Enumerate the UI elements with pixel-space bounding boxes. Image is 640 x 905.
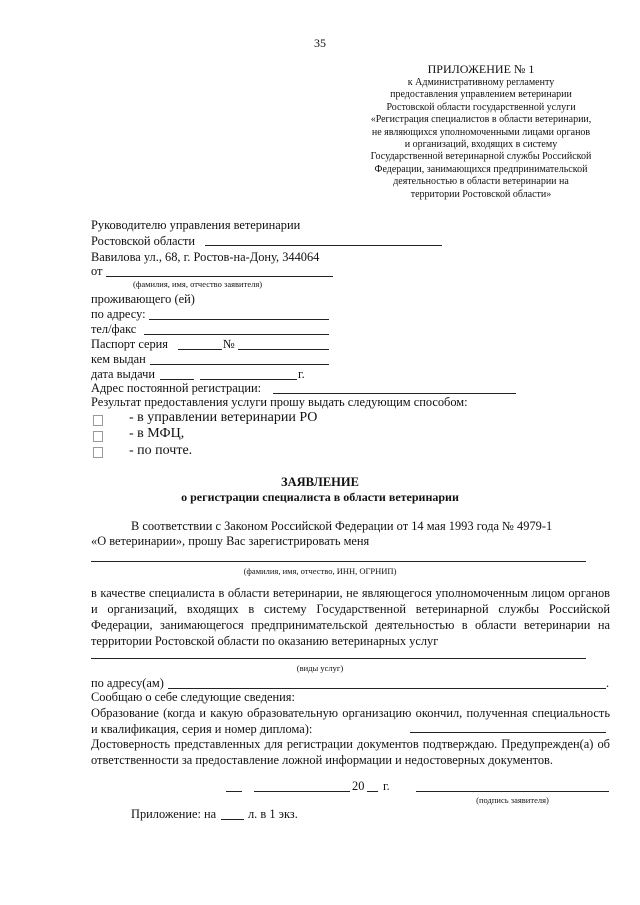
option-post-label: - по почте. <box>129 443 193 458</box>
address-label: по адресу: <box>91 307 146 321</box>
passport-number-field[interactable] <box>238 349 329 350</box>
confirm-text: Достоверность представленных для регистрации документов подтверждаю. Предупрежден(а) об ответственности за предоставление ложной информации и недостоверных документов. <box>91 737 610 767</box>
date-year-prefix: 20 <box>352 779 365 793</box>
services-field[interactable] <box>91 658 586 659</box>
result-method-label: Результат предоставления услуги прошу выдать следующим способом: <box>91 395 468 409</box>
applicant-name-hint: (фамилия, имя, отчество заявителя) <box>133 279 263 289</box>
applicant-details-field[interactable] <box>91 561 586 562</box>
appendix-line: Ростовской области государственной услуги <box>386 101 576 113</box>
appendix-line: не являющихся уполномоченными лицами органов <box>371 126 591 138</box>
permanent-reg-label: Адрес постоянной регистрации: <box>91 381 262 395</box>
statement-para-2: в качестве специалиста в области ветеринарии, не являющегося уполномоченным лицом органов и организаций, входящих в систему Государственной ветеринарной службы Российской Федерации, занимающегося предпринимательской деятельностью в области ветеринарии на территории Ростовской области по оказанию ветеринарных услуг <box>91 586 610 648</box>
checkbox-mfc[interactable] <box>93 431 103 442</box>
appendix-line: Федерации, занимающихся предпринимательской <box>374 163 588 175</box>
issue-date-label: дата выдачи <box>91 367 155 381</box>
statement-para-1-line-2: «О ветеринарии», прошу Вас зарегистрировать меня <box>91 534 370 548</box>
date-day-field[interactable] <box>226 791 242 792</box>
attachment-label: Приложение: на <box>131 807 217 821</box>
phone-label: тел/факс <box>91 322 137 336</box>
statement-subtitle: о регистрации специалиста в области ветеринарии <box>181 490 459 504</box>
addressee-line-2: Ростовской области <box>91 234 196 248</box>
info-label: Сообщаю о себе следующие сведения: <box>91 690 295 704</box>
appendix-line: предоставления управлением ветеринарии <box>390 89 572 101</box>
appendix-line: к Административному регламенту <box>407 77 555 88</box>
signature-hint: (подпись заявителя) <box>476 795 549 805</box>
attachment-suffix: л. в 1 экз. <box>248 807 298 821</box>
service-address-end: . <box>606 676 610 690</box>
checkbox-office[interactable] <box>93 415 103 426</box>
passport-number-label: № <box>223 337 235 351</box>
passport-series-label: Паспорт серия <box>91 337 168 351</box>
permanent-reg-field[interactable] <box>273 393 516 394</box>
issue-year-label: г. <box>298 367 305 381</box>
from-label: от <box>91 264 103 278</box>
services-hint: (виды услуг) <box>296 663 344 673</box>
date-month-field[interactable] <box>254 791 350 792</box>
education-field[interactable] <box>410 732 606 733</box>
appendix-line: деятельностью в области ветеринарии на <box>393 176 569 188</box>
applicant-name-field[interactable] <box>106 276 333 277</box>
issue-date-day-field[interactable] <box>160 379 194 380</box>
appendix-line: Государственной ветеринарной службы Российской <box>370 151 592 163</box>
appendix-line: территории Ростовской области» <box>410 188 552 200</box>
issued-by-field[interactable] <box>150 364 329 365</box>
appendix-line: «Регистрация специалистов в области ветеринарии, <box>370 114 592 126</box>
checkbox-post[interactable] <box>93 447 103 458</box>
applicant-details-hint: (фамилия, имя, отчество, ИНН, ОГРНИП) <box>243 566 397 576</box>
issued-by-label: кем выдан <box>91 352 146 366</box>
option-mfc-label: - в МФЦ, <box>129 426 185 441</box>
passport-series-field[interactable] <box>178 349 222 350</box>
addressee-line-3: Вавилова ул., 68, г. Ростов-на-Дону, 344064 <box>91 250 320 264</box>
option-office-label: - в управлении ветеринарии РО <box>129 410 318 425</box>
page-number: 35 <box>314 36 326 50</box>
signature-field[interactable] <box>416 791 609 792</box>
attachment-pages-field[interactable] <box>221 819 244 820</box>
education-text: Образование (когда и какую образовательную организацию окончил, полученная специальность и квалификация, серия и номер диплома): <box>91 706 610 736</box>
statement-para-1-line-1: В соответствии с Законом Российской Федерации от 14 мая 1993 года № 4979-1 <box>131 519 553 533</box>
appendix-line: и организаций, входящих в систему <box>404 139 558 151</box>
phone-field[interactable] <box>144 334 329 335</box>
addressee-line-1: Руководителю управления ветеринарии <box>91 218 301 232</box>
service-address-label: по адресу(ам) <box>91 676 164 690</box>
statement-title: ЗАЯВЛЕНИЕ <box>281 475 359 489</box>
date-year-suffix: г. <box>383 779 390 793</box>
address-field[interactable] <box>149 319 329 320</box>
appendix-title: ПРИЛОЖЕНИЕ № 1 <box>427 62 535 76</box>
service-address-field[interactable] <box>168 688 606 689</box>
region-field[interactable] <box>205 245 442 246</box>
appendix-block <box>352 62 610 201</box>
residing-label: проживающего (ей) <box>91 292 195 306</box>
issue-date-month-field[interactable] <box>200 379 297 380</box>
date-year-field[interactable] <box>367 791 378 792</box>
